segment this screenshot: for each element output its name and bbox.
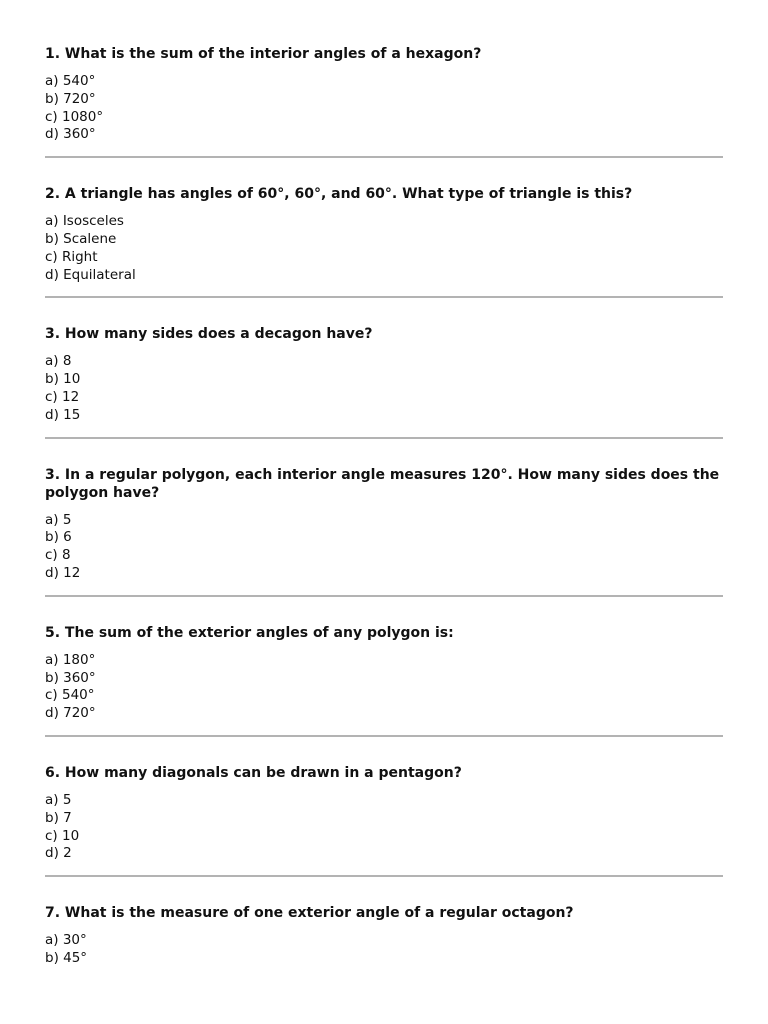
divider bbox=[45, 156, 723, 158]
question-text: 7. What is the measure of one exterior angle of a regular octagon? bbox=[45, 905, 574, 922]
option-c: c) 10 bbox=[45, 827, 80, 844]
question-text: 2. A triangle has angles of 60°, 60°, and 60°. What type of triangle is this? bbox=[45, 186, 633, 203]
option-d: d) 12 bbox=[45, 564, 81, 581]
options-list bbox=[45, 213, 723, 284]
option-d: d) 720° bbox=[45, 705, 96, 722]
question-text: 3. In a regular polygon, each interior angle measures 120°. How many sides does the polygon have? bbox=[45, 466, 720, 501]
question-4 bbox=[45, 466, 723, 583]
options-list bbox=[45, 652, 723, 723]
option-a: a) 180° bbox=[45, 651, 96, 668]
option-b: b) 10 bbox=[45, 371, 81, 388]
divider bbox=[45, 437, 723, 439]
divider bbox=[45, 735, 723, 737]
options-list bbox=[45, 353, 723, 424]
option-d: d) 15 bbox=[45, 406, 81, 423]
option-a: a) 5 bbox=[45, 791, 72, 808]
question-5 bbox=[45, 624, 723, 723]
option-d: d) 2 bbox=[45, 845, 72, 862]
question-text: 3. How many sides does a decagon have? bbox=[45, 326, 373, 343]
option-b: b) Scalene bbox=[45, 230, 117, 247]
option-b: b) 45° bbox=[45, 949, 88, 966]
option-d: d) Equilateral bbox=[45, 266, 136, 283]
option-b: b) 360° bbox=[45, 669, 96, 686]
option-c: c) 8 bbox=[45, 547, 71, 564]
option-c: c) 12 bbox=[45, 388, 80, 405]
divider bbox=[45, 595, 723, 597]
question-text: 5. The sum of the exterior angles of any polygon is: bbox=[45, 624, 454, 641]
divider bbox=[45, 875, 723, 877]
option-b: b) 7 bbox=[45, 809, 72, 826]
option-a: a) 5 bbox=[45, 511, 72, 528]
question-6 bbox=[45, 764, 723, 863]
option-c: c) 540° bbox=[45, 687, 95, 704]
option-c: c) Right bbox=[45, 248, 98, 265]
question-7 bbox=[45, 904, 723, 968]
option-d: d) 360° bbox=[45, 126, 96, 143]
option-a: a) 8 bbox=[45, 353, 72, 370]
question-1 bbox=[45, 45, 723, 144]
question-3 bbox=[45, 325, 723, 424]
question-text: 6. How many diagonals can be drawn in a pentagon? bbox=[45, 764, 462, 781]
option-b: b) 6 bbox=[45, 529, 72, 546]
option-a: a) 540° bbox=[45, 73, 96, 89]
option-a: a) 30° bbox=[45, 932, 87, 949]
options-list bbox=[45, 512, 723, 583]
options-list bbox=[45, 932, 723, 968]
options-list bbox=[45, 73, 723, 144]
option-a: a) Isosceles bbox=[45, 213, 124, 230]
option-c: c) 1080° bbox=[45, 108, 104, 125]
options-list bbox=[45, 792, 723, 863]
question-text: 1. What is the sum of the interior angles of a hexagon? bbox=[45, 46, 482, 62]
option-b: b) 720° bbox=[45, 90, 96, 107]
divider bbox=[45, 296, 723, 298]
question-2 bbox=[45, 185, 723, 284]
